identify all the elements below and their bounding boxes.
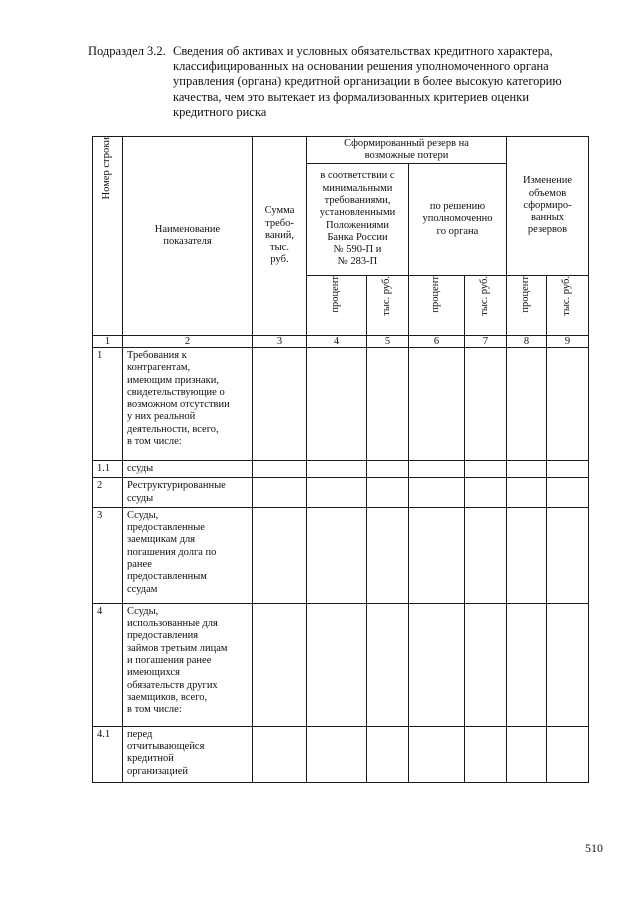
- row-label: Ссуды, использованные для предоставления займов третьим лицам и погашения ранее имеющихся обязательств других заемщиков, всего, в том числе:: [123, 603, 253, 726]
- row-number: 2: [93, 478, 123, 508]
- header-reserve-change: Изменение объемов сформиро- ванных резервов: [507, 137, 589, 276]
- section-title-line: управления (органа) кредитной организации в более высокую категорию: [173, 74, 562, 89]
- header-percent: процент: [307, 276, 367, 336]
- header-thousand-rub: тыс. руб.: [367, 276, 409, 336]
- row-number: 3: [93, 507, 123, 603]
- header-reserve-group: Сформированный резерв на возможные потери: [307, 137, 507, 164]
- row-label: ссуды: [123, 461, 253, 478]
- column-number: 5: [367, 336, 409, 348]
- row-label: Реструктурированные ссуды: [123, 478, 253, 508]
- section-heading: [88, 44, 608, 120]
- column-number: 6: [409, 336, 465, 348]
- section-title: [173, 44, 608, 120]
- header-percent: процент: [409, 276, 465, 336]
- column-number: 8: [507, 336, 547, 348]
- header-reserve-by-decision: по решению уполномоченно го органа: [409, 164, 507, 276]
- header-indicator-name: Наименование показателя: [123, 137, 253, 336]
- section-title-line: качества, чем это вытекает из формализованных критериев оценки: [173, 89, 530, 104]
- table-row: [93, 348, 589, 461]
- header-thousand-rub: тыс. руб.: [465, 276, 507, 336]
- table-row: [93, 461, 589, 478]
- column-number: 1: [93, 336, 123, 348]
- row-label: Ссуды, предоставленные заемщикам для погашения долга по ранее предоставленным ссудам: [123, 507, 253, 603]
- column-number: 2: [123, 336, 253, 348]
- column-number: 4: [307, 336, 367, 348]
- table-row: [93, 726, 589, 782]
- column-number-row: [93, 336, 589, 348]
- table-row: [93, 478, 589, 508]
- column-number: 9: [547, 336, 589, 348]
- section-title-line: Сведения об активах и условных обязательствах кредитного характера,: [173, 44, 553, 58]
- table-row: [93, 603, 589, 726]
- header-percent: процент: [507, 276, 547, 336]
- row-number: 4: [93, 603, 123, 726]
- report-table: [92, 136, 589, 783]
- row-number: 1: [93, 348, 123, 461]
- header-thousand-rub: тыс. руб.: [547, 276, 589, 336]
- column-number: 3: [253, 336, 307, 348]
- header-row-number: Номер строки: [93, 137, 123, 336]
- section-title-line: кредитного риска: [173, 104, 267, 119]
- row-number: 4.1: [93, 726, 123, 782]
- row-number: 1.1: [93, 461, 123, 478]
- section-title-line: классифицированных на основании решения уполномоченного органа: [173, 59, 549, 74]
- header-claims-sum: Сумма требо- ваний, тыс. руб.: [253, 137, 307, 336]
- section-prefix: Подраздел 3.2.: [88, 44, 166, 58]
- page-number: 510: [585, 841, 603, 855]
- row-label: Требования к контрагентам, имеющим признаки, свидетельствующие о возможном отсутствии у них реальной деятельности, всего, в том числе:: [123, 348, 253, 461]
- table-row: [93, 507, 589, 603]
- header-reserve-min-requirements: в соответствии с минимальными требованиями, установленными Положениями Банка России № 590-П и № 283-П: [307, 164, 409, 276]
- row-label: перед отчитывающейся кредитной организацией: [123, 726, 253, 782]
- column-number: 7: [465, 336, 507, 348]
